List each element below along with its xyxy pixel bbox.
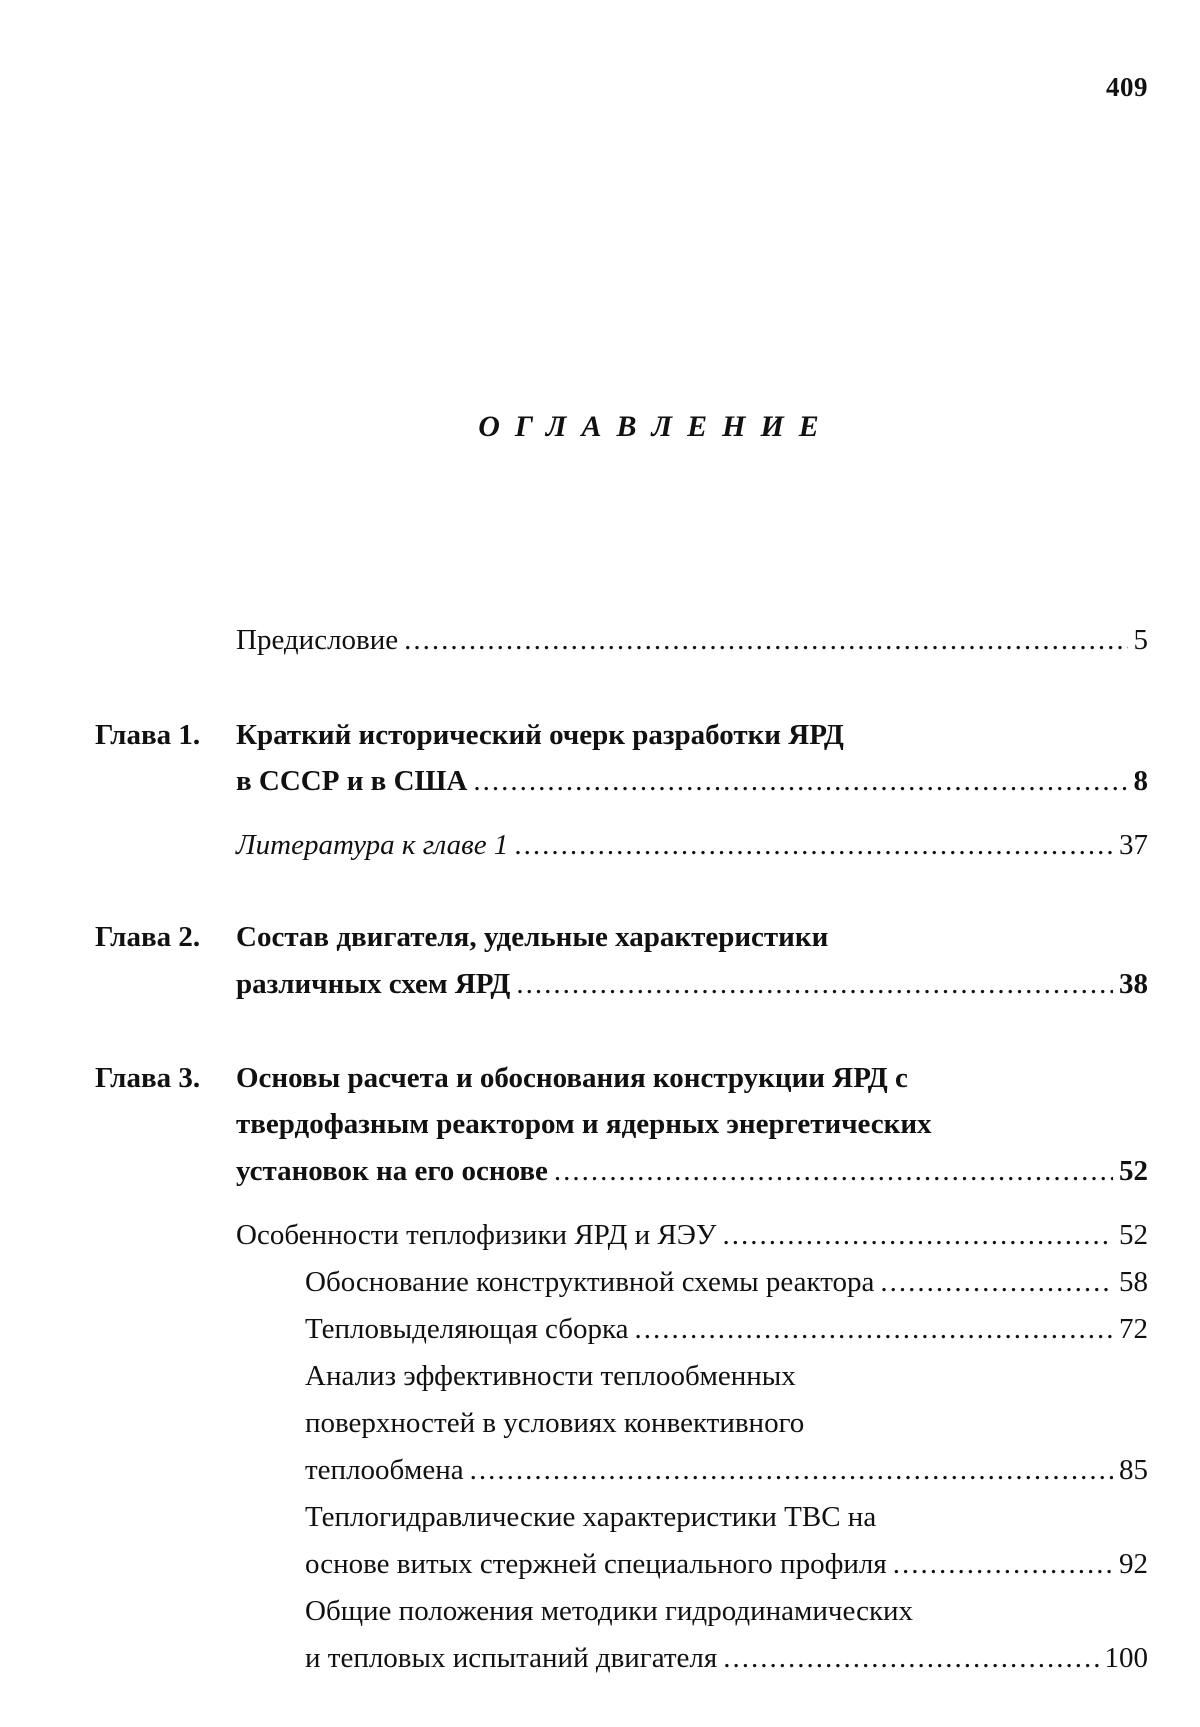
toc-page-number: 100: [1104, 1642, 1148, 1674]
toc-entry-chapter-2[interactable]: [236, 961, 1148, 1008]
toc-entry-chapter-1[interactable]: [236, 758, 1148, 805]
toc-entry-line[interactable]: поверхностей в условиях конвективного: [305, 1407, 805, 1439]
chapter-label: Глава 2.: [95, 921, 201, 953]
dot-leader: [880, 1259, 1113, 1306]
toc-entry-text: и тепловых испытаний двигателя: [305, 1642, 718, 1674]
toc-entry-line[interactable]: Общие положения методики гидродинамических: [305, 1595, 914, 1627]
dot-leader: [723, 1635, 1102, 1682]
toc-entry-subsection[interactable]: [305, 1447, 1148, 1494]
toc-page-number: 37: [1119, 829, 1148, 861]
dot-leader: [514, 822, 1113, 869]
dot-leader: [554, 1148, 1113, 1195]
chapter-label: Глава 3.: [95, 1062, 201, 1094]
toc-page-number: 52: [1119, 1219, 1148, 1251]
page-number: 409: [1106, 72, 1148, 102]
toc-entry-line[interactable]: Теплогидравлические характеристики ТВС на: [305, 1501, 877, 1533]
dot-leader: [635, 1306, 1113, 1353]
toc-entry-text: Особенности теплофизики ЯРД и ЯЭУ: [236, 1219, 717, 1251]
dot-leader: [516, 961, 1113, 1008]
toc-page-number: 58: [1119, 1266, 1148, 1298]
toc-entry-text: установок на его основе: [236, 1155, 548, 1187]
toc-entry-subsection[interactable]: [305, 1306, 1148, 1353]
chapter-title-line[interactable]: Краткий исторический очерк разработки ЯРД: [236, 719, 844, 751]
dot-leader: [893, 1541, 1113, 1588]
toc-entry-text: различных схем ЯРД: [236, 968, 511, 1000]
toc-page-number: 5: [1133, 624, 1148, 656]
toc-entry-subsection[interactable]: [305, 1541, 1148, 1588]
dot-leader: [470, 1447, 1113, 1494]
toc-page-number: 38: [1119, 968, 1148, 1000]
page-title: ОГЛАВЛЕНИЕ: [478, 410, 834, 443]
toc-entry-text: Обоснование конструктивной схемы реактора: [305, 1266, 875, 1298]
toc-entry-line[interactable]: Анализ эффективности теплообменных: [305, 1360, 796, 1392]
toc-entry-preface[interactable]: [236, 617, 1148, 664]
toc-entry-text: основе витых стержней специального профиля: [305, 1548, 887, 1580]
toc-entry-text: Тепловыделяющая сборка: [305, 1313, 629, 1345]
toc-page-number: 72: [1119, 1313, 1148, 1345]
chapter-label: Глава 1.: [95, 719, 201, 751]
dot-leader: [404, 617, 1127, 664]
toc-entry-text: Литература к главе 1: [236, 829, 509, 861]
toc-page-number: 92: [1119, 1548, 1148, 1580]
dot-leader: [473, 758, 1127, 805]
toc-entry-text: теплообмена: [305, 1454, 464, 1486]
toc-entry-subsection[interactable]: [305, 1635, 1148, 1682]
toc-entry-literature-1[interactable]: [236, 822, 1148, 869]
toc-page-number: 85: [1119, 1454, 1148, 1486]
chapter-title-line[interactable]: Состав двигателя, удельные характеристики: [236, 921, 829, 953]
toc-entry-subsection[interactable]: [305, 1259, 1148, 1306]
toc-page-number: 8: [1133, 765, 1148, 797]
toc-page-number: 52: [1119, 1155, 1148, 1187]
chapter-title-line[interactable]: Основы расчета и обоснования конструкции ЯРД с: [236, 1062, 908, 1094]
toc-entry-text: в СССР и в США: [236, 765, 468, 797]
toc-entry-text: Предисловие: [236, 624, 399, 656]
dot-leader: [722, 1212, 1113, 1259]
toc-entry-section[interactable]: [236, 1212, 1148, 1259]
chapter-title-line[interactable]: твердофазным реактором и ядерных энергетических: [236, 1108, 932, 1140]
toc-entry-chapter-3[interactable]: [236, 1148, 1148, 1195]
